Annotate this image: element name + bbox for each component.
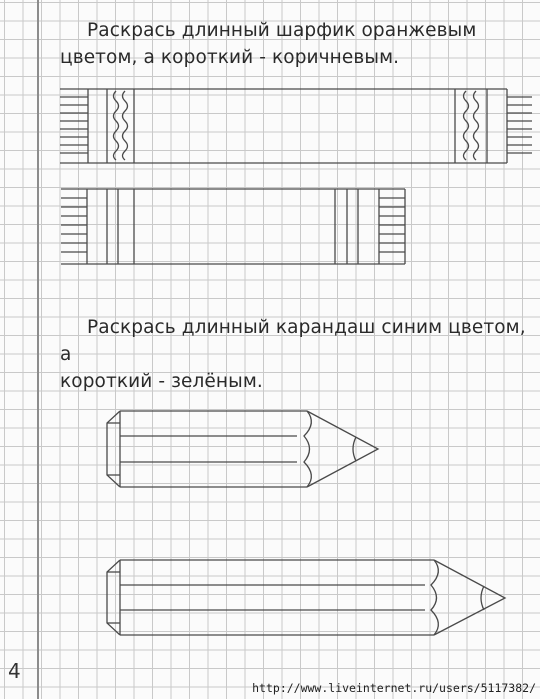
page-number: 4 <box>8 659 21 683</box>
short-scarf-right-fringe <box>379 198 405 252</box>
short-scarf-left-fringe <box>61 198 87 252</box>
source-watermark: http://www.liveinternet.ru/users/5117382/ <box>252 681 536 695</box>
task-pencil-line-2: короткий - зелёным. <box>60 371 263 392</box>
long-scarf <box>60 89 532 163</box>
short-pencil <box>107 411 378 487</box>
task-pencil-line-1: Раскрась длинный карандаш синим цветом, а <box>60 317 526 365</box>
task-scarf-line-1: Раскрась длинный шарфик оранжевым <box>87 20 477 41</box>
short-scarf <box>61 189 405 264</box>
long-scarf-wavy-stripes <box>114 91 479 160</box>
task-scarf-line-2: цветом, а короткий - коричневым. <box>60 47 400 68</box>
long-scarf-left-fringe <box>60 97 88 153</box>
long-scarf-right-fringe <box>507 97 532 153</box>
task-pencil-instruction <box>60 314 530 395</box>
long-pencil <box>107 560 505 635</box>
